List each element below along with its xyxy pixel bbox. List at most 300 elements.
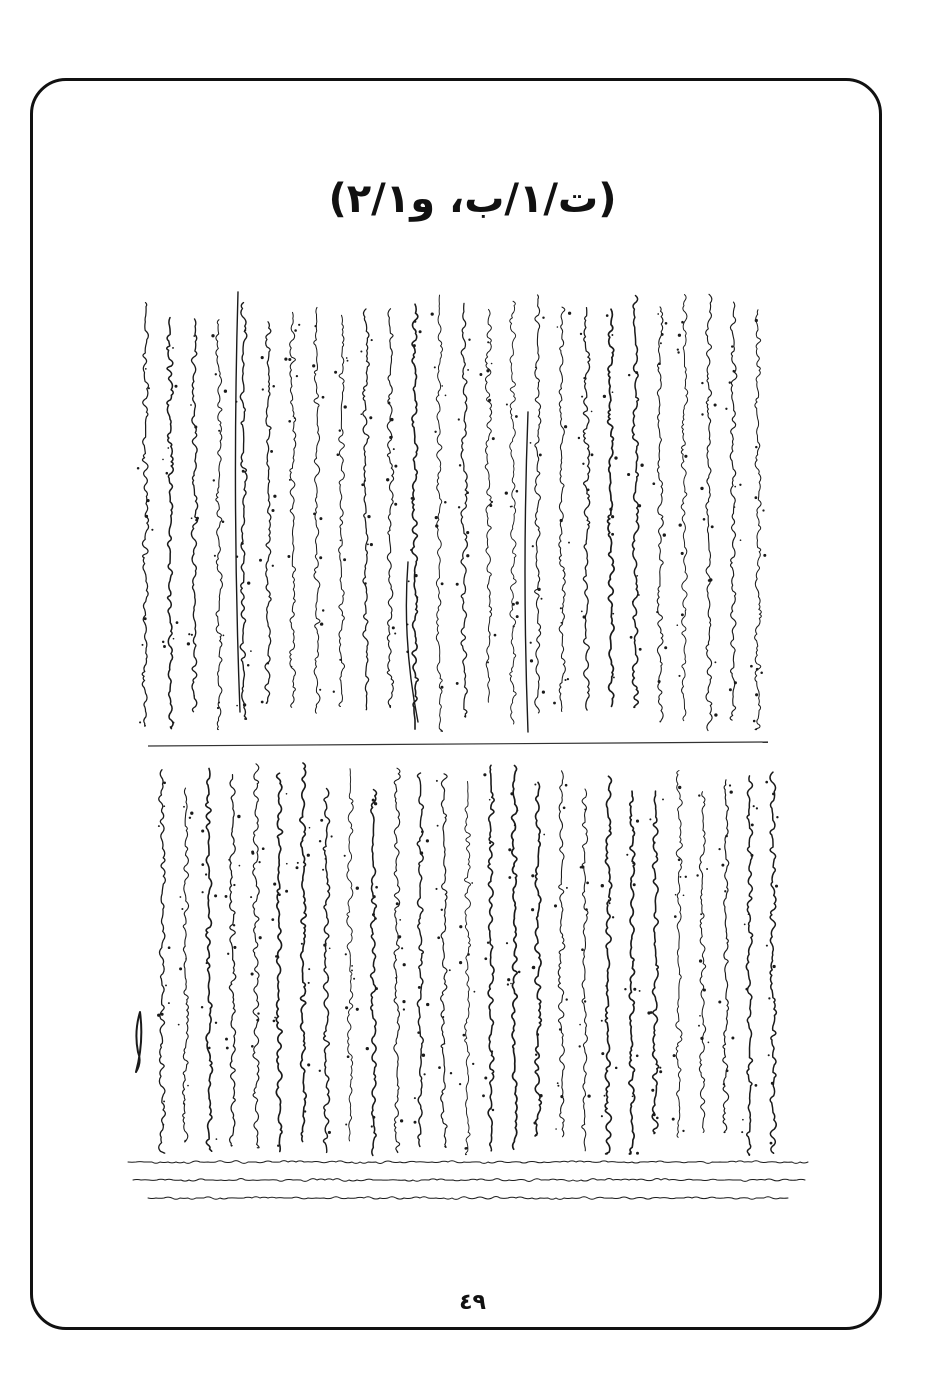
diacritic-dot [438, 1066, 441, 1069]
diacritic-dot [287, 555, 290, 558]
diacritic-dot [356, 887, 359, 890]
manuscript-colophon-lines [128, 1161, 808, 1200]
diacritic-dot [639, 990, 641, 992]
diacritic-dot [417, 1031, 420, 1034]
diacritic-dot [216, 1138, 218, 1140]
diacritic-dot [491, 1050, 493, 1052]
diacritic-dot [271, 509, 274, 512]
diacritic-dot [674, 915, 677, 918]
diacritic-dot [144, 617, 147, 620]
diacritic-dot [426, 1003, 429, 1006]
diacritic-dot [390, 436, 393, 439]
diacritic-dot [753, 720, 756, 723]
diacritic-dot [274, 1017, 276, 1019]
diacritic-dot [612, 391, 614, 393]
diacritic-dot [733, 370, 736, 373]
diacritic-dot [533, 1122, 536, 1125]
diacritic-dot [771, 1082, 774, 1085]
diacritic-dot [652, 482, 655, 485]
diacritic-dot [505, 491, 508, 494]
diacritic-dot [750, 665, 753, 668]
diacritic-dot [215, 373, 217, 375]
diacritic-dot [187, 1085, 189, 1087]
script-line [770, 772, 776, 1153]
diacritic-dot [319, 556, 322, 559]
diacritic-dot [394, 503, 397, 506]
diacritic-dot [586, 882, 589, 885]
diacritic-dot [181, 908, 183, 910]
diacritic-dot [714, 661, 716, 663]
diacritic-dot [339, 659, 341, 661]
diacritic-dot [755, 1084, 758, 1087]
diacritic-dot [581, 948, 584, 951]
diacritic-dot [611, 334, 613, 336]
page-title: (ت/١/ب، و٢/١) [328, 176, 617, 222]
diacritic-dot [517, 810, 519, 812]
diacritic-dot [701, 382, 703, 384]
diacritic-dot [734, 681, 737, 684]
diacritic-dot [325, 858, 327, 860]
diacritic-dot [217, 707, 219, 709]
diacritic-dot [677, 348, 679, 350]
diacritic-dot [516, 601, 519, 604]
diacritic-dot [208, 1047, 211, 1050]
diacritic-dot [513, 625, 515, 627]
diacritic-dot [353, 978, 355, 980]
script-line [394, 768, 400, 1152]
diacritic-dot [559, 1028, 561, 1030]
diacritic-dot [168, 1002, 170, 1004]
diacritic-dot [734, 486, 736, 488]
diacritic-dot [337, 453, 340, 456]
diacritic-dot [587, 1094, 590, 1097]
diacritic-dot [584, 1000, 586, 1002]
diacritic-dot [632, 862, 634, 864]
diacritic-dot [531, 908, 534, 911]
diacritic-dot [179, 967, 182, 970]
diacritic-dot [604, 1095, 606, 1097]
diacritic-dot [471, 882, 473, 884]
diacritic-dot [664, 646, 667, 649]
diacritic-dot [580, 333, 582, 335]
diacritic-dot [700, 1037, 703, 1040]
diacritic-dot [259, 559, 262, 562]
diacritic-dot [366, 1047, 369, 1050]
diacritic-dot [658, 362, 661, 365]
diacritic-dot [388, 401, 391, 404]
diacritic-dot [658, 680, 661, 683]
diacritic-dot [632, 1095, 634, 1097]
diacritic-dot [682, 1130, 684, 1132]
diacritic-dot [626, 854, 628, 856]
diacritic-dot [656, 1117, 659, 1120]
diacritic-dot [441, 909, 443, 911]
diacritic-dot [515, 415, 518, 418]
diacritic-dot [145, 515, 147, 517]
diacritic-dot [158, 825, 160, 827]
diacritic-dot [308, 968, 310, 970]
diacritic-dot [760, 672, 763, 675]
diacritic-dot [653, 842, 655, 844]
diacritic-dot [193, 695, 195, 697]
diacritic-dot [510, 792, 513, 795]
diacritic-dot [403, 1008, 405, 1010]
diacritic-dot [371, 1125, 373, 1127]
diacritic-dot [532, 545, 534, 547]
diacritic-dot [411, 497, 414, 500]
diacritic-dot [434, 431, 436, 433]
diacritic-dot [591, 453, 594, 456]
diacritic-dot [741, 1131, 743, 1133]
diacritic-dot [267, 662, 269, 664]
diacritic-dot [555, 1128, 557, 1130]
script-line [512, 766, 518, 1150]
diacritic-dot [445, 395, 447, 397]
script-line [723, 780, 729, 1133]
diacritic-dot [565, 784, 568, 787]
diacritic-dot [218, 702, 220, 704]
diacritic-dot [178, 1024, 180, 1026]
diacritic-dot [367, 543, 369, 545]
diacritic-dot [542, 316, 544, 318]
diacritic-dot [537, 588, 540, 591]
diacritic-dot [703, 988, 706, 991]
script-line [510, 301, 516, 724]
diacritic-dot [426, 839, 429, 842]
diacritic-dot [189, 817, 191, 819]
diacritic-dot [414, 1097, 416, 1099]
diacritic-dot [678, 334, 681, 337]
diacritic-dot [322, 396, 325, 399]
diacritic-dot [698, 1025, 700, 1027]
diacritic-dot [492, 1109, 494, 1111]
diacritic-dot [414, 320, 417, 323]
diacritic-dot [676, 624, 678, 626]
diacritic-dot [601, 1020, 603, 1022]
diacritic-dot [142, 644, 144, 646]
diacritic-dot [507, 983, 509, 985]
script-line [229, 775, 235, 1146]
script-line [206, 769, 213, 1152]
script-line [371, 790, 377, 1156]
diacritic-dot [162, 1124, 164, 1126]
diacritic-dot [139, 721, 141, 723]
diacritic-dot [647, 1011, 650, 1014]
diacritic-dot [444, 1043, 446, 1045]
diacritic-dot [730, 790, 733, 793]
diacritic-dot [345, 1006, 348, 1009]
diacritic-dot [374, 917, 377, 920]
script-line [387, 309, 393, 708]
diacritic-dot [288, 420, 291, 423]
diacritic-dot [587, 488, 590, 491]
diacritic-dot [410, 549, 412, 551]
diacritic-dot [227, 953, 229, 955]
diacritic-dot [372, 1116, 375, 1119]
diacritic-dot [459, 464, 461, 466]
diacritic-dot [312, 364, 315, 367]
diacritic-dot [611, 533, 614, 536]
diacritic-dot [772, 792, 775, 795]
diacritic-dot [484, 1077, 487, 1080]
script-line [488, 765, 494, 1151]
diacritic-dot [458, 506, 460, 508]
script-line [746, 776, 752, 1155]
margin-stroke [525, 412, 528, 732]
diacritic-dot [768, 997, 770, 999]
diacritic-dot [331, 835, 333, 837]
diacritic-dot [247, 581, 250, 584]
diacritic-dot [296, 375, 298, 377]
diacritic-dot [579, 1024, 581, 1026]
diacritic-dot [638, 594, 640, 596]
diacritic-dot [172, 721, 174, 723]
diacritic-dot [530, 659, 533, 662]
diacritic-dot [202, 891, 204, 893]
diacritic-dot [473, 991, 475, 993]
diacritic-dot [748, 913, 750, 915]
page-number: ٤٩ [459, 1290, 486, 1315]
diacritic-dot [583, 377, 585, 379]
diacritic-dot [603, 395, 606, 398]
diacritic-dot [755, 446, 757, 448]
diacritic-dot [323, 943, 326, 946]
diacritic-dot [242, 470, 245, 473]
diacritic-dot [755, 319, 758, 322]
diacritic-dot [490, 1108, 492, 1110]
manuscript-lower-folio [136, 763, 779, 1155]
diacritic-dot [206, 962, 208, 964]
diacritic-dot [322, 609, 324, 611]
diacritic-dot [564, 679, 566, 681]
diacritic-dot [449, 969, 451, 971]
script-line [183, 788, 189, 1142]
diacritic-dot [681, 613, 684, 616]
diacritic-dot [236, 705, 238, 707]
diacritic-dot [718, 1001, 721, 1004]
diacritic-dot [532, 966, 535, 969]
diacritic-dot [708, 1042, 710, 1044]
diacritic-dot [314, 325, 316, 327]
diacritic-dot [256, 1019, 259, 1022]
diacritic-dot [372, 799, 375, 802]
diacritic-dot [563, 806, 566, 809]
diacritic-dot [278, 893, 281, 896]
manuscript-image [108, 262, 824, 1332]
diacritic-dot [636, 575, 638, 577]
diacritic-dot [168, 946, 171, 949]
diacritic-dot [161, 1013, 164, 1016]
diacritic-dot [673, 1054, 676, 1057]
diacritic-dot [294, 417, 296, 419]
diacritic-dot [714, 403, 717, 406]
diacritic-dot [437, 825, 439, 827]
folio-divider [148, 742, 768, 746]
diacritic-dot [375, 987, 378, 990]
diacritic-dot [456, 682, 459, 685]
diacritic-dot [211, 334, 214, 337]
colophon-line [148, 1197, 788, 1200]
diacritic-dot [467, 953, 470, 956]
diacritic-dot [740, 539, 742, 541]
diacritic-dot [344, 405, 347, 408]
diacritic-dot [755, 693, 758, 696]
diacritic-dot [744, 923, 746, 925]
diacritic-dot [347, 1055, 350, 1058]
diacritic-dot [701, 413, 703, 415]
diacritic-dot [399, 919, 401, 921]
diacritic-dot [247, 664, 250, 667]
script-line [191, 319, 197, 712]
diacritic-dot [243, 703, 246, 706]
diacritic-dot [514, 824, 516, 826]
script-line [629, 791, 635, 1154]
diacritic-dot [403, 963, 406, 966]
diacritic-dot [724, 890, 726, 892]
script-line [706, 294, 712, 730]
diacritic-dot [636, 1152, 639, 1155]
diacritic-dot [731, 345, 733, 347]
diacritic-dot [639, 648, 642, 651]
diacritic-dot [392, 626, 395, 629]
diacritic-dot [374, 802, 377, 805]
script-line [167, 318, 174, 729]
diacritic-dot [333, 691, 335, 693]
script-line [464, 782, 470, 1155]
diacritic-dot [729, 381, 731, 383]
diacritic-dot [251, 972, 254, 975]
diacritic-dot [557, 326, 559, 328]
diacritic-dot [367, 515, 370, 518]
margin-stroke [235, 292, 240, 712]
diacritic-dot [541, 598, 543, 600]
diacritic-dot [636, 1054, 639, 1057]
diacritic-dot [706, 868, 708, 870]
script-line [276, 773, 282, 1151]
diacritic-dot [489, 842, 491, 844]
diacritic-dot [284, 358, 287, 361]
diacritic-dot [560, 519, 563, 522]
diacritic-dot [396, 902, 399, 905]
diacritic-dot [679, 876, 681, 878]
diacritic-dot [766, 945, 768, 947]
diacritic-dot [416, 596, 418, 598]
script-line [441, 774, 447, 1148]
diacritic-dot [237, 815, 240, 818]
diacritic-dot [360, 413, 362, 415]
diacritic-dot [635, 371, 638, 374]
diacritic-dot [413, 344, 416, 347]
diacritic-dot [442, 1016, 444, 1018]
diacritic-dot [466, 491, 469, 494]
diacritic-dot [163, 645, 166, 648]
diacritic-dot [319, 840, 321, 842]
diacritic-dot [176, 621, 179, 624]
script-line [436, 295, 442, 731]
diacritic-dot [721, 864, 724, 867]
diacritic-dot [772, 965, 775, 968]
diacritic-dot [742, 1119, 744, 1121]
diacritic-dot [581, 611, 583, 613]
diacritic-dot [472, 1063, 474, 1065]
diacritic-dot [659, 1067, 661, 1069]
diacritic-dot [147, 499, 150, 502]
diacritic-dot [487, 942, 489, 944]
diacritic-dot [167, 447, 169, 449]
diacritic-dot [172, 347, 174, 349]
diacritic-dot [272, 385, 275, 388]
diacritic-dot [137, 467, 140, 470]
diacritic-dot [530, 642, 532, 644]
diacritic-dot [535, 1054, 537, 1056]
diacritic-dot [605, 985, 607, 987]
diacritic-dot [753, 805, 755, 807]
diacritic-dot [582, 463, 584, 465]
diacritic-dot [467, 369, 469, 371]
diacritic-dot [183, 806, 185, 808]
diacritic-dot [581, 396, 583, 398]
diacritic-dot [675, 894, 677, 896]
script-line [142, 303, 148, 727]
diacritic-dot [468, 339, 470, 341]
diacritic-dot [414, 1121, 417, 1124]
diacritic-dot [663, 533, 666, 536]
diacritic-dot [163, 1100, 165, 1102]
diacritic-dot [698, 794, 700, 796]
diacritic-dot [494, 634, 497, 637]
diacritic-dot [601, 1052, 604, 1055]
diacritic-dot [190, 812, 193, 815]
diacritic-dot [745, 988, 748, 991]
diacritic-dot [684, 455, 687, 458]
diacritic-dot [678, 859, 681, 862]
diacritic-dot [351, 965, 353, 967]
diacritic-dot [334, 371, 337, 374]
script-line [323, 789, 329, 1153]
manuscript-upper-folio [137, 292, 766, 732]
diacritic-dot [755, 496, 758, 499]
diacritic-dot [344, 855, 346, 857]
diacritic-dot [162, 641, 164, 643]
diacritic-dot [770, 1142, 773, 1145]
diacritic-dot [320, 622, 323, 625]
diacritic-dot [506, 403, 508, 405]
diacritic-dot [567, 678, 569, 680]
colophon-line [133, 1179, 805, 1182]
diacritic-dot [421, 830, 424, 833]
diacritic-dot [322, 869, 324, 871]
diacritic-dot [356, 1008, 359, 1011]
diacritic-dot [661, 333, 664, 336]
diacritic-dot [486, 369, 489, 372]
diacritic-dot [163, 805, 165, 807]
diacritic-dot [328, 1131, 331, 1134]
diacritic-dot [628, 374, 630, 376]
diacritic-dot [665, 322, 668, 325]
diacritic-dot [250, 896, 252, 898]
diacritic-dot [557, 1082, 559, 1084]
diacritic-dot [340, 540, 342, 542]
diacritic-dot [286, 793, 288, 795]
diacritic-dot [291, 666, 293, 668]
diacritic-dot [400, 1119, 403, 1122]
diacritic-dot [531, 874, 534, 877]
diacritic-dot [320, 819, 323, 822]
diacritic-dot [241, 542, 244, 545]
diacritic-dot [251, 1045, 254, 1048]
diacritic-dot [225, 1038, 228, 1041]
diacritic-dot [466, 1147, 468, 1149]
